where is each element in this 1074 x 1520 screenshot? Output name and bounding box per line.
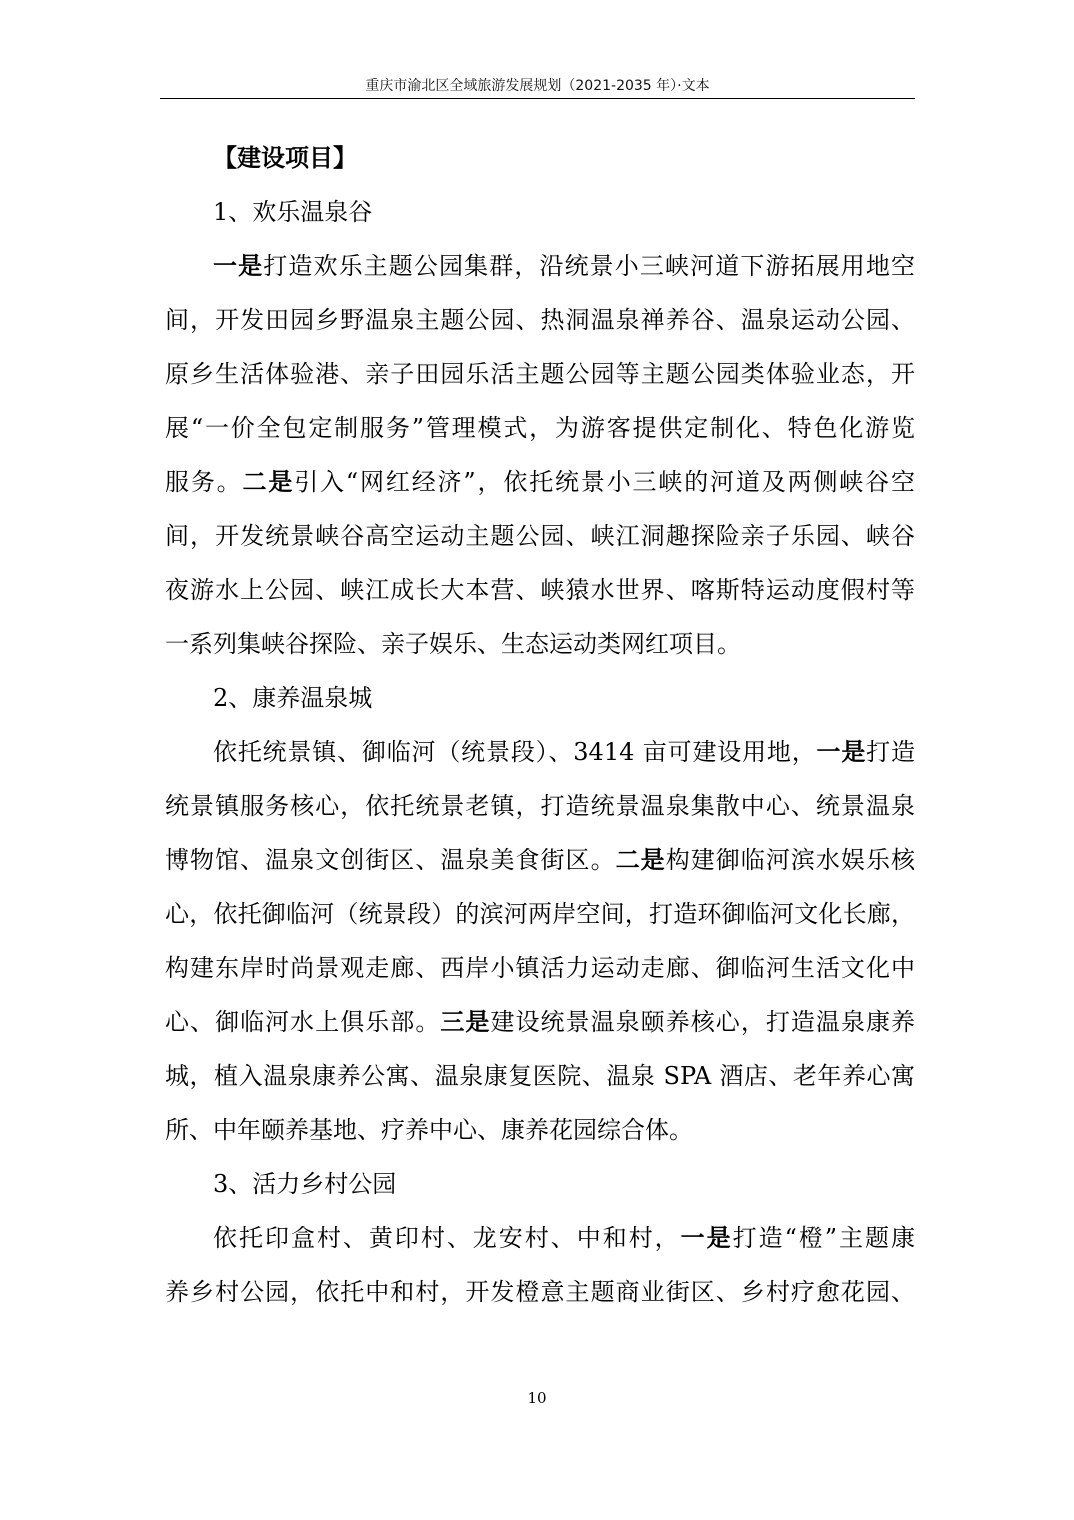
item-heading-3: 3、活力乡村公园 — [213, 1170, 397, 1198]
item-heading-2: 2、康养温泉城 — [213, 684, 373, 712]
paragraph-line: 一系列集峡谷探险、亲子娱乐、生态运动类网红项目。 — [165, 630, 741, 658]
emphasis: 一是 — [213, 251, 264, 280]
paragraph-line: 间，开发统景峡谷高空运动主题公园、峡江洞趣探险亲子乐园、峡谷 — [165, 522, 915, 550]
running-header — [160, 76, 915, 99]
paragraph-line: 心，依托御临河（统景段）的滨河两岸空间，打造环御临河文化长廊， — [165, 900, 915, 928]
paragraph-line: 夜游水上公园、峡江成长大本营、峡猿水世界、喀斯特运动度假村等 — [165, 576, 915, 604]
paragraph-line: 间，开发田园乡野温泉主题公园、热洞温泉禅养谷、温泉运动公园、 — [165, 306, 915, 334]
page-number: 10 — [527, 1389, 547, 1407]
page-body — [165, 143, 915, 1331]
paragraph-line: 心、御临河水上俱乐部。三是建设统景温泉颐养核心，打造温泉康养 — [165, 1007, 915, 1036]
paragraph-line: 博物馆、温泉文创街区、温泉美食街区。二是构建御临河滨水娱乐核 — [165, 845, 915, 874]
paragraph-line: 一是打造欢乐主题公园集群，沿统景小三峡河道下游拓展用地空 — [213, 251, 915, 280]
item-heading-1: 1、欢乐温泉谷 — [213, 198, 373, 226]
paragraph-line: 服务。二是引入“网红经济”，依托统景小三峡的河道及两侧峡谷空 — [165, 467, 915, 496]
paragraph-line: 养乡村公园，依托中和村，开发橙意主题商业街区、乡村疗愈花园、 — [165, 1278, 915, 1306]
emphasis: 一是 — [680, 1223, 733, 1252]
paragraph-line: 原乡生活体验港、亲子田园乐活主题公园等主题公园类体验业态，开 — [165, 360, 915, 388]
emphasis: 二是 — [242, 467, 295, 496]
emphasis: 二是 — [615, 845, 666, 874]
paragraph-line: 所、中年颐养基地、疗养中心、康养花园综合体。 — [165, 1116, 693, 1144]
emphasis: 一是 — [816, 737, 867, 766]
emphasis: 三是 — [440, 1007, 491, 1036]
paragraph-line: 展“一价全包定制服务”管理模式，为游客提供定制化、特色化游览 — [165, 414, 915, 442]
paragraph-line: 城，植入温泉康养公寓、温泉康复医院、温泉 SPA 酒店、老年养心寓 — [165, 1062, 915, 1090]
paragraph-line: 依托统景镇、御临河（统景段）、3414 亩可建设用地，一是打造 — [213, 737, 915, 766]
section-heading: 【建设项目】 — [213, 143, 357, 172]
paragraph-line: 依托印盒村、黄印村、龙安村、中和村，一是打造“橙”主题康 — [213, 1223, 915, 1252]
document-title: 重庆市渝北区全域旅游发展规划（2021-2035 年）·文本 — [365, 78, 710, 94]
paragraph-line: 构建东岸时尚景观走廊、西岸小镇活力运动走廊、御临河生活文化中 — [165, 954, 915, 982]
paragraph-line: 统景镇服务核心，依托统景老镇，打造统景温泉集散中心、统景温泉 — [165, 792, 915, 820]
